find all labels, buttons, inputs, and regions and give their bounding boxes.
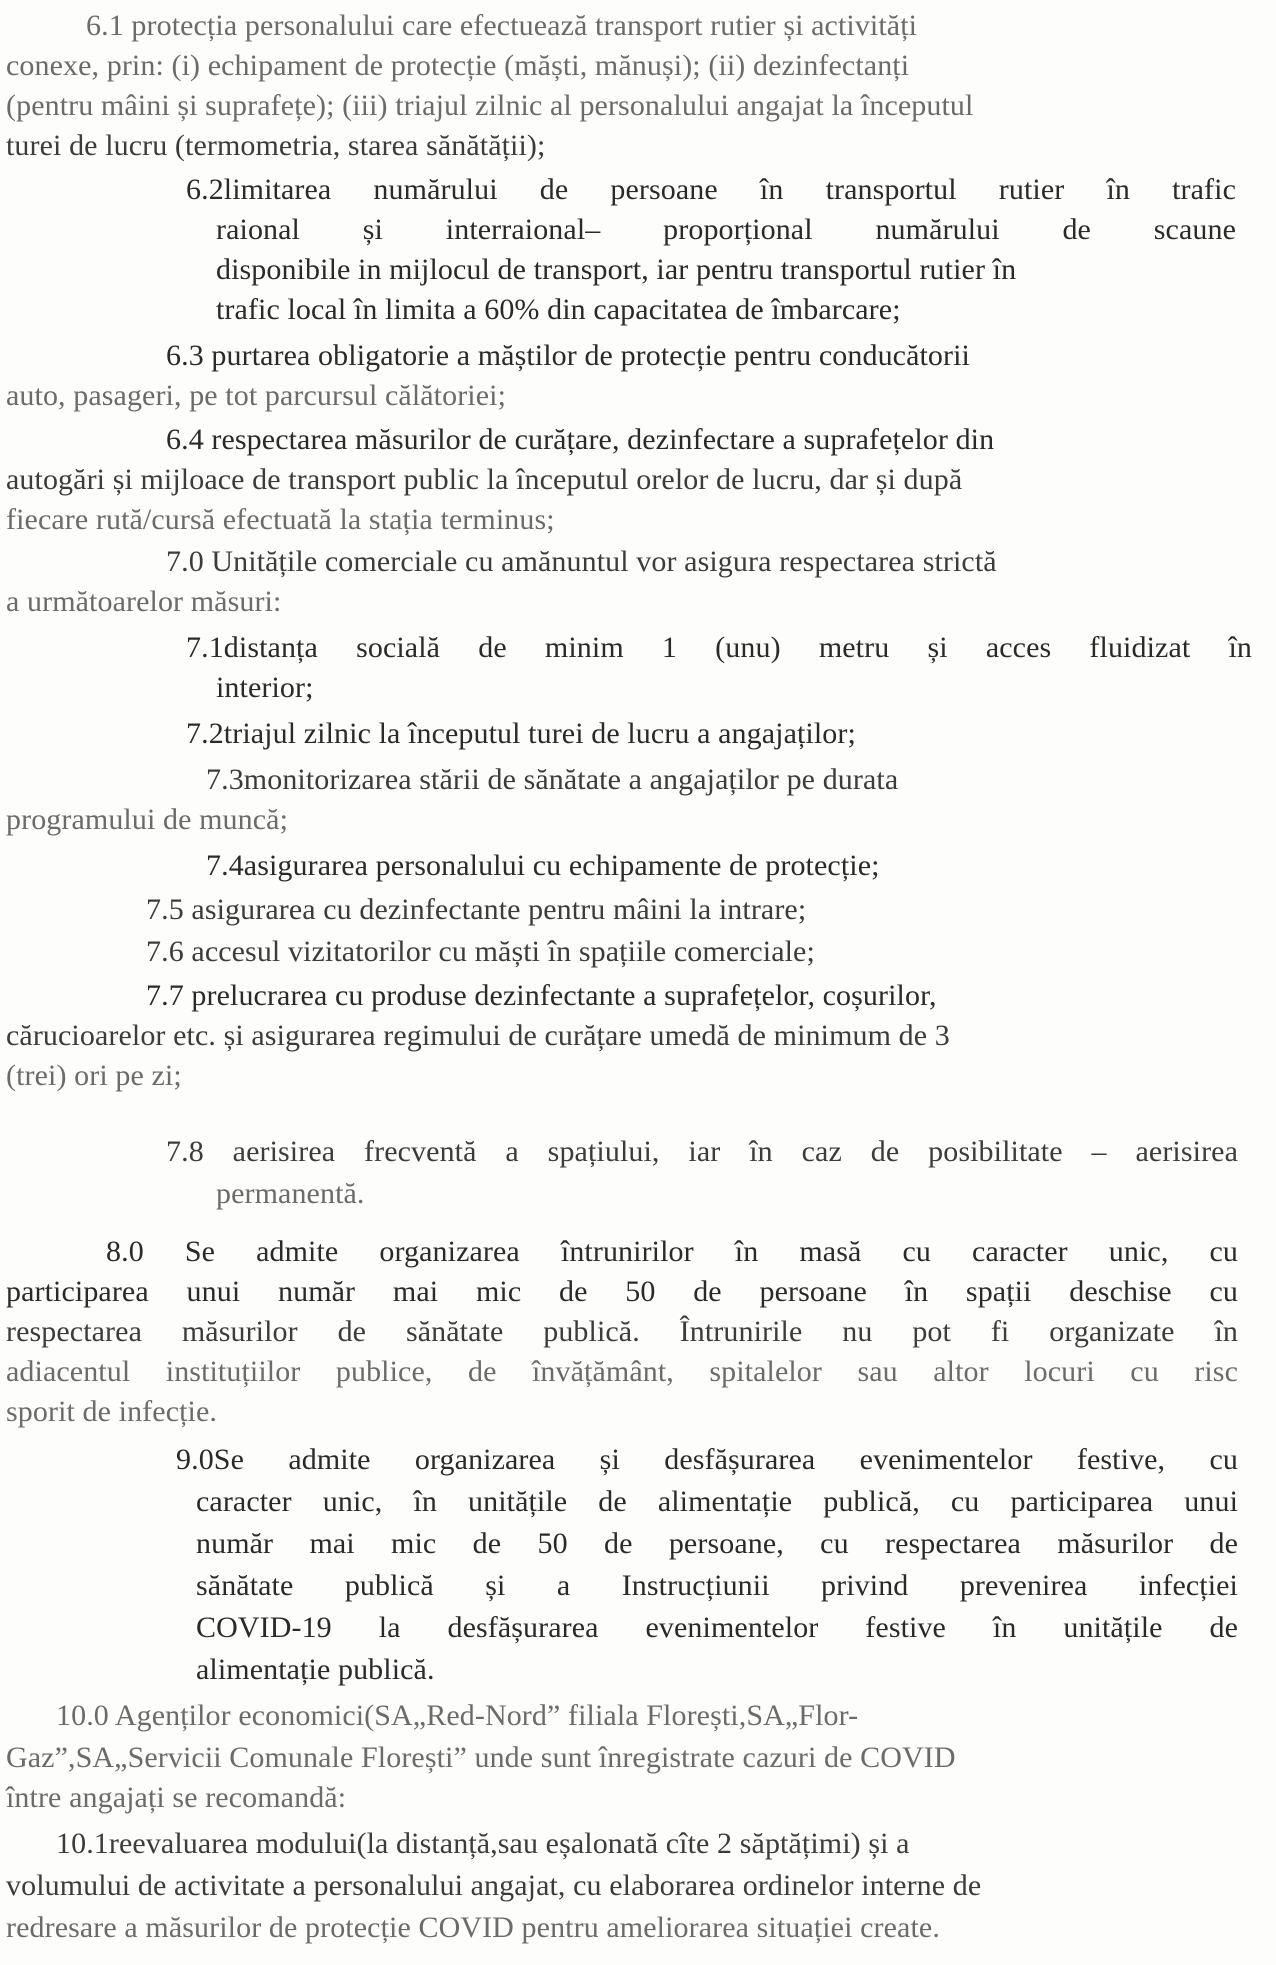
text-line: 7.1distanța socială de minim 1 (unu) metru și acces fluidizat în <box>186 631 1252 664</box>
text-line: (trei) ori pe zi; <box>6 1059 182 1092</box>
text-line: sănătate publică și a Instrucțiunii privind prevenirea infecției <box>196 1569 1238 1602</box>
text-line: 7.4asigurarea personalului cu echipamente de protecție; <box>206 849 880 882</box>
text-line: interior; <box>216 671 314 704</box>
text-line: auto, pasageri, pe tot parcursul călătoriei; <box>6 379 507 412</box>
text-line: Gaz”,SA„Servicii Comunale Florești” unde sunt înregistrate cazuri de COVID <box>6 1741 956 1774</box>
text-line: 7.6 accesul vizitatorilor cu măști în spațiile comerciale; <box>146 935 815 968</box>
text-line: 6.2limitarea numărului de persoane în transportul rutier în trafic <box>186 173 1236 206</box>
text-line: 6.1 protecția personalului care efectuează transport rutier și activități <box>86 9 918 42</box>
text-line: între angajați se recomandă: <box>6 1781 347 1814</box>
text-line: 10.0 Agenților economici(SA„Red-Nord” filiala Florești,SA„Flor- <box>56 1699 859 1732</box>
text-line: participarea unui număr mai mic de 50 de persoane în spații deschise cu <box>6 1275 1238 1308</box>
text-line: 7.3monitorizarea stării de sănătate a angajaților pe durata <box>206 763 899 796</box>
text-line: redresare a măsurilor de protecție COVID pentru ameliorarea situației create. <box>6 1911 940 1944</box>
text-line: adiacentul instituțiilor publice, de învățământ, spitalelor sau altor locuri cu risc <box>6 1355 1238 1388</box>
text-line: 7.7 prelucrarea cu produse dezinfectante a suprafețelor, coșurilor, <box>146 979 937 1012</box>
text-line: respectarea măsurilor de sănătate publică. Întrunirile nu pot fi organizate în <box>6 1315 1238 1348</box>
text-line: conexe, prin: (i) echipament de protecție (măști, mănuși); (ii) dezinfectanți <box>6 49 910 82</box>
text-line: sporit de infecție. <box>6 1395 217 1428</box>
text-line: volumului de activitate a personalului angajat, cu elaborarea ordinelor interne de <box>6 1869 982 1902</box>
text-line: caracter unic, în unitățile de alimentație publică, cu participarea unui <box>196 1485 1238 1518</box>
text-line: 7.0 Unitățile comerciale cu amănuntul vor asigura respectarea strictă <box>166 545 997 578</box>
text-line: 7.2triajul zilnic la începutul turei de lucru a angajaților; <box>186 717 856 750</box>
text-line: autogări și mijloace de transport public la începutul orelor de lucru, dar și după <box>6 463 963 496</box>
text-line: a următoarelor măsuri: <box>6 585 282 618</box>
text-line: număr mai mic de 50 de persoane, cu respectarea măsurilor de <box>196 1527 1238 1560</box>
text-line: 7.8 aerisirea frecventă a spațiului, iar în caz de posibilitate – aerisirea <box>166 1135 1238 1168</box>
text-line: (pentru mâini și suprafețe); (iii) triajul zilnic al personalului angajat la începutul <box>6 89 974 122</box>
text-line: 10.1reevaluarea modului(la distanță,sau eșalonată cîte 2 săptățimi) și a <box>56 1827 910 1860</box>
text-line: trafic local în limita a 60% din capacitatea de îmbarcare; <box>216 293 901 326</box>
text-line: turei de lucru (termometria, starea sănătății); <box>6 129 546 162</box>
text-line: disponibile in mijlocul de transport, iar pentru transportul rutier în <box>216 253 1017 286</box>
text-line: 6.3 purtarea obligatorie a măștilor de protecție pentru conducătorii <box>166 339 970 372</box>
text-line: 9.0Se admite organizarea și desfășurarea evenimentelor festive, cu <box>176 1443 1238 1476</box>
text-line: permanentă. <box>216 1177 365 1210</box>
text-line: 8.0 Se admite organizarea întrunirilor în masă cu caracter unic, cu <box>106 1235 1238 1268</box>
text-line: COVID-19 la desfășurarea evenimentelor festive în unitățile de <box>196 1611 1238 1644</box>
text-line: cărucioarelor etc. și asigurarea regimului de curățare umedă de minimum de 3 <box>6 1019 950 1052</box>
text-line: fiecare rută/cursă efectuată la stația terminus; <box>6 503 555 536</box>
text-line: raional și interraional– proporțional numărului de scaune <box>216 213 1236 246</box>
text-line: 6.4 respectarea măsurilor de curățare, dezinfectare a suprafețelor din <box>166 423 995 456</box>
text-line: 7.5 asigurarea cu dezinfectante pentru mâini la intrare; <box>146 893 807 926</box>
text-line: alimentație publică. <box>196 1653 435 1686</box>
text-line: programului de muncă; <box>6 803 289 836</box>
